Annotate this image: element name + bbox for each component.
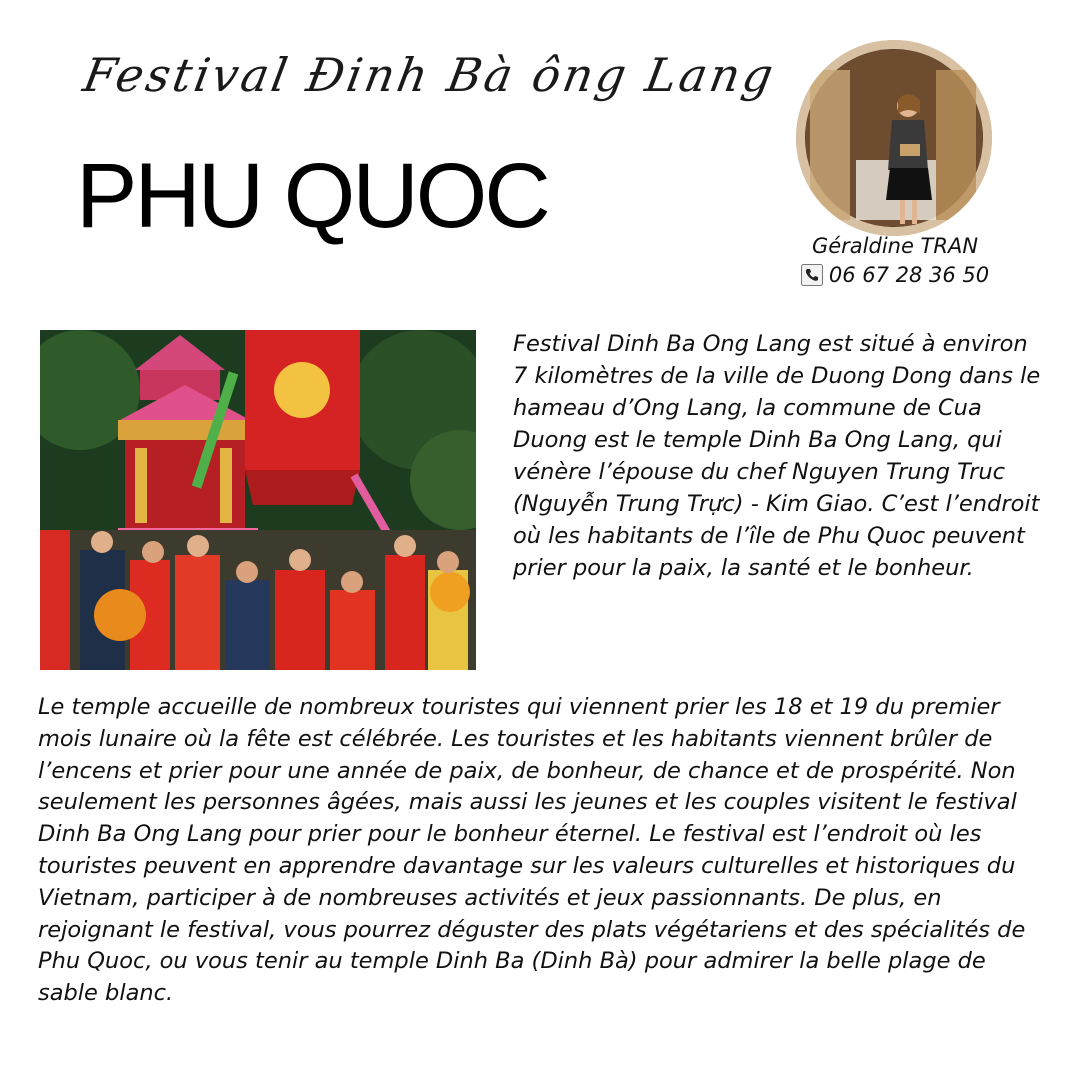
festival-photo	[40, 330, 476, 670]
phone-number: 06 67 28 36 50	[828, 263, 990, 287]
body-paragraph: Le temple accueille de nombreux touristes qui viennent prier les 18 et 19 du premier mois lunaire où la fête est célébrée. Les touristes et les habitants viennent brûler de l’encens et prier pour une année de paix, de bonheur, de chance et de prospérité. Non seulement les personnes âgées, mais aussi les jeunes et les couples visitent le festival Dinh Ba Ong Lang pour prier pour le bonheur éternel. Le festival est l’endroit où les touristes peuvent en apprendre davantage sur les valeurs culturelles et historiques du Vietnam, participer à de nombreuses activités et jeux passionnants. De plus, en rejoignant le festival, vous pourrez déguster des plats végétariens et des spécialités de Phu Quoc, ou vous tenir au temple Dinh Ba (Dinh Bà) pour admirer la belle plage de sable blanc.	[38, 694, 1026, 1007]
author-phone	[790, 263, 1000, 287]
script-title: Festival Đinh Bà ông Lang	[79, 48, 780, 102]
intro-paragraph: Festival Dinh Ba Ong Lang est situé à environ 7 kilomètres de la ville de Duong Dong dans le hameau d’Ong Lang, la commune de Cua Duong est le temple Dinh Ba Ong Lang, qui vénère l’épouse du chef Nguyen Trung Truc (Nguyễn Trung Trực) - Kim Giao. C’est l’endroit où les habitants de l’île de Phu Quoc peuvent prier pour la paix, la santé et le bonheur.	[513, 331, 1041, 581]
phone-icon	[801, 264, 823, 286]
author-avatar	[796, 40, 992, 236]
author-name: Géraldine TRAN	[811, 234, 979, 258]
page-title: PHU QUOC	[76, 145, 548, 247]
